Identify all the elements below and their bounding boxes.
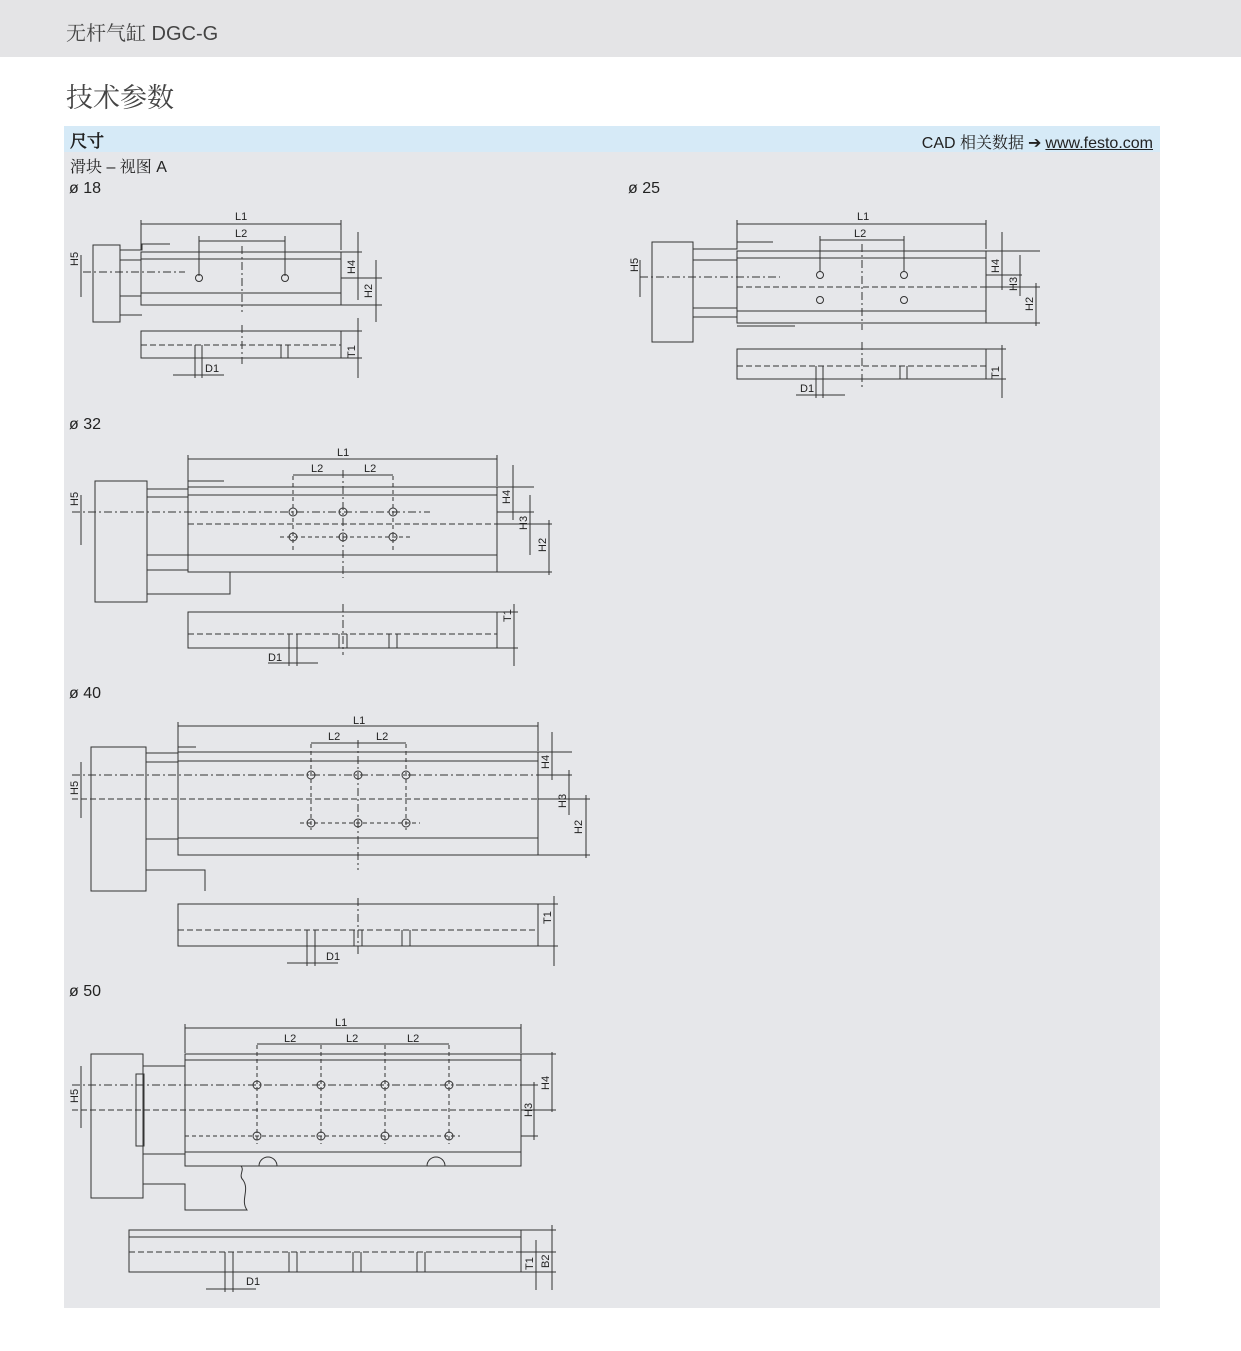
end-cap bbox=[91, 747, 146, 891]
dim-label-t1: T1 bbox=[502, 609, 514, 622]
slide-body bbox=[141, 252, 341, 305]
end-cap bbox=[95, 481, 147, 602]
dim-label-d1: D1 bbox=[326, 951, 341, 963]
dim-label-l2: L2 bbox=[346, 1033, 359, 1045]
arrow-right-icon: ➔ bbox=[1028, 135, 1042, 152]
dim-label-h3: H3 bbox=[518, 515, 530, 530]
section-title: 技术参数 bbox=[66, 83, 174, 113]
dim-label-l2: L2 bbox=[407, 1033, 420, 1045]
dim-label-l2: L2 bbox=[376, 731, 389, 743]
dim-label-l2: L2 bbox=[311, 463, 324, 475]
drawing-40 bbox=[72, 722, 590, 966]
dim-label-d1: D1 bbox=[800, 383, 815, 395]
dim-label-h5: H5 bbox=[69, 251, 81, 266]
cad-label: CAD 相关数据 bbox=[921, 135, 1024, 152]
end-cap bbox=[93, 245, 120, 322]
dim-label-d1: D1 bbox=[268, 652, 283, 664]
dim-label-h4: H4 bbox=[346, 259, 358, 274]
end-cap bbox=[91, 1054, 143, 1198]
festo-link[interactable]: www.festo.com bbox=[1045, 135, 1153, 152]
mount-hole bbox=[901, 297, 908, 304]
dim-label-h2: H2 bbox=[537, 537, 549, 552]
dim-label-h3: H3 bbox=[1008, 276, 1020, 291]
dim-label-t1: T1 bbox=[542, 911, 554, 924]
mount-hole bbox=[817, 297, 824, 304]
dim-label-l1: L1 bbox=[235, 211, 248, 223]
dim-label-h4: H4 bbox=[501, 489, 513, 504]
dim-label-d1: D1 bbox=[205, 363, 220, 375]
dim-label-l2: L2 bbox=[284, 1033, 297, 1045]
dim-label-l1: L1 bbox=[857, 211, 870, 223]
size-label-18: ø 18 bbox=[69, 180, 102, 197]
dim-label-l2: L2 bbox=[235, 228, 248, 240]
dim-label-h4: H4 bbox=[990, 258, 1002, 273]
dim-label-t1: T1 bbox=[990, 366, 1002, 379]
dim-label-l1: L1 bbox=[337, 447, 350, 459]
dim-label-l1: L1 bbox=[335, 1017, 348, 1029]
dim-label-h5: H5 bbox=[69, 491, 81, 506]
dim-label-l1: L1 bbox=[353, 715, 366, 727]
dim-label-h4: H4 bbox=[540, 754, 552, 769]
size-label-50: ø 50 bbox=[69, 983, 102, 1000]
document-title: 无杆气缸 DGC-G bbox=[66, 23, 219, 45]
dim-label-h5: H5 bbox=[629, 257, 641, 272]
drawing-50 bbox=[72, 1024, 556, 1292]
drawing-18 bbox=[81, 220, 382, 378]
panel-heading: 尺寸 bbox=[70, 132, 104, 151]
dim-label-l2: L2 bbox=[364, 463, 377, 475]
dim-label-h2: H2 bbox=[363, 283, 375, 298]
dim-label-t1: T1 bbox=[346, 345, 358, 358]
size-label-25: ø 25 bbox=[628, 180, 661, 197]
dim-label-h3: H3 bbox=[557, 793, 569, 808]
slide-bottom-view bbox=[129, 1230, 521, 1272]
end-cap bbox=[652, 242, 693, 342]
dim-label-h3: H3 bbox=[523, 1102, 535, 1117]
dim-label-d1: D1 bbox=[246, 1276, 261, 1288]
drawing-25 bbox=[640, 220, 1040, 398]
dim-label-b2: B2 bbox=[540, 1254, 552, 1268]
dim-label-h5: H5 bbox=[69, 1088, 81, 1103]
mount-hole bbox=[817, 272, 824, 279]
dim-label-h4: H4 bbox=[540, 1075, 552, 1090]
dim-label-l2: L2 bbox=[854, 228, 867, 240]
dim-label-l2: L2 bbox=[328, 731, 341, 743]
dim-label-h2: H2 bbox=[573, 819, 585, 834]
mount-hole bbox=[901, 272, 908, 279]
drawing-32 bbox=[72, 455, 552, 666]
dim-label-h5: H5 bbox=[69, 780, 81, 795]
size-label-32: ø 32 bbox=[69, 416, 102, 433]
size-label-40: ø 40 bbox=[69, 685, 102, 702]
panel-subtitle: 滑块 – 视图 A bbox=[70, 159, 167, 176]
dim-label-t1: T1 bbox=[524, 1257, 536, 1270]
dim-label-h2: H2 bbox=[1024, 296, 1036, 311]
